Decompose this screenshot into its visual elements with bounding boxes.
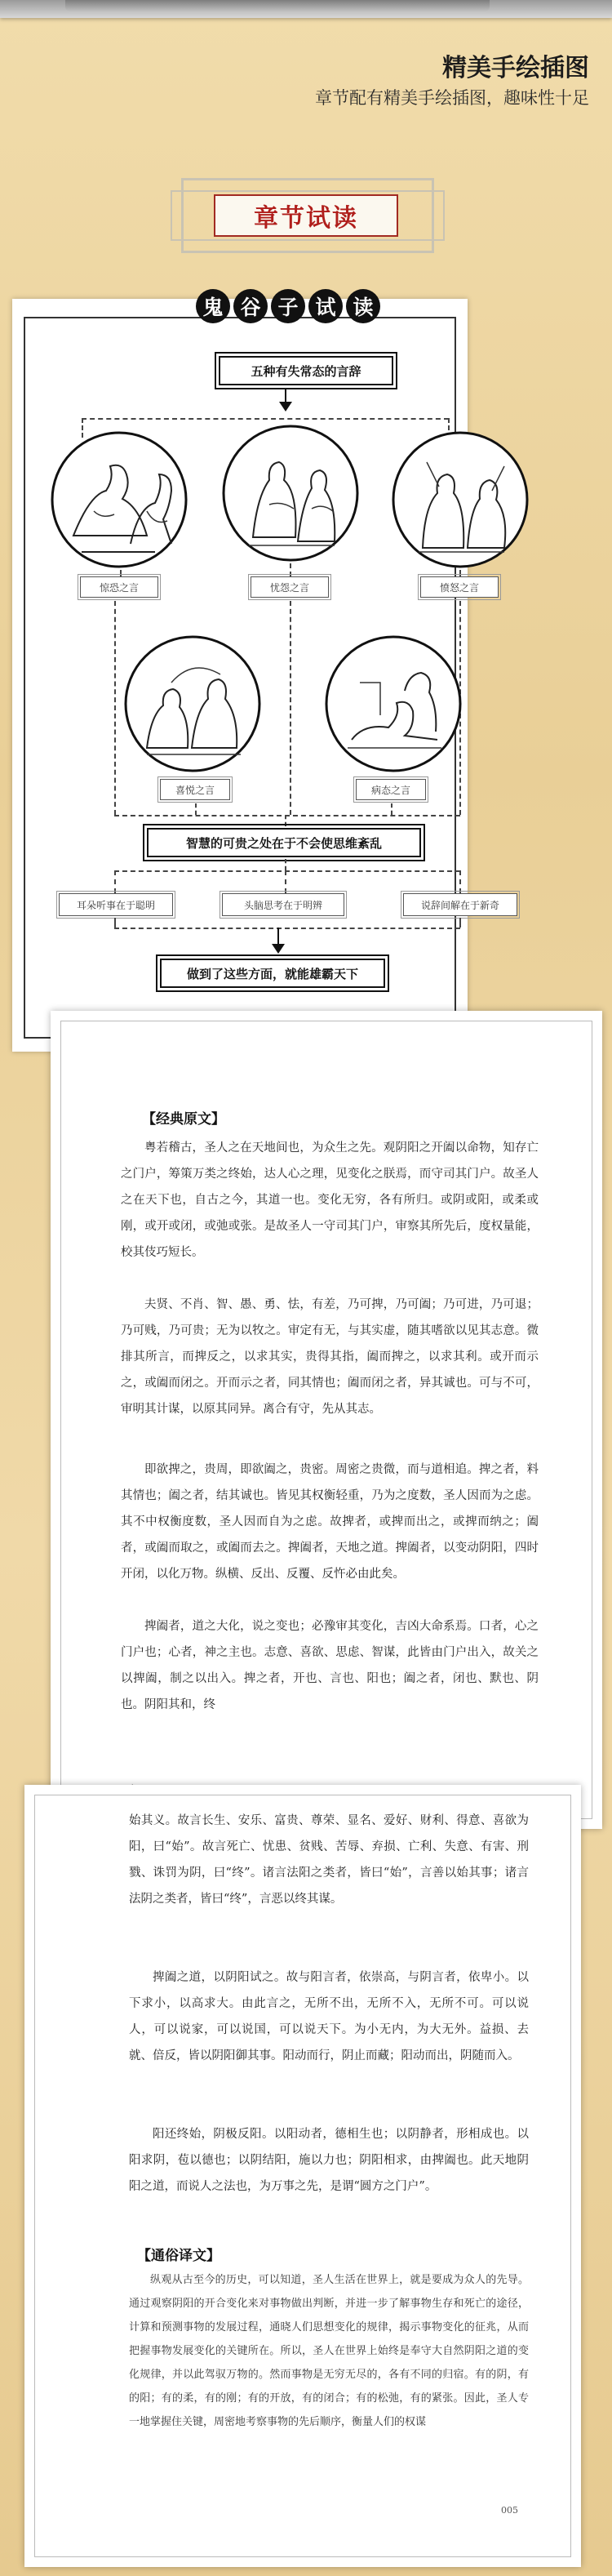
label-worry: 忧怨之言 (251, 576, 329, 598)
translation-paragraph: 纵观从古至今的历史，可以知道，圣人生活在世界上，就是要成为众人的先导。通过观察阴阳的开合变化来对事物做出判断，并进一步了解事物生存和死亡的途径，计算和预测事物的发展过程，通晓人们思想变化的规律，揭示事物变化的征兆，从而把握事物发展变化的关键所在。所以，圣人在世界上始终是奉守大自然阴阳之道的变化规律，并以此驾驭万物的。然而事物是无穷无尽的，各有不同的归宿。有的阴，有的阳；有的柔，有的刚；有的开放，有的闭合；有的松弛，有的紧张。因此，圣人专一地掌握住关键，周密地考察事物的先后顺序，衡量人们的权谋 (129, 2274, 529, 2428)
connector (290, 601, 291, 815)
connector (82, 418, 449, 420)
illustration-worry (220, 423, 361, 563)
illustration-anger (390, 429, 530, 570)
book-page-005 (24, 1785, 581, 2567)
label-illness: 病态之言 (356, 779, 426, 800)
promo-title: 精美手绘插图 (442, 54, 589, 82)
book-title-char: 试 (308, 289, 343, 323)
book-title-char: 鬼 (196, 289, 230, 323)
connector (391, 803, 392, 815)
flow-top-box: 五种有失常态的言辞 (219, 356, 393, 385)
label-speech: 说辞间解在于新奇 (403, 893, 517, 916)
label-fear: 惊恐之言 (80, 576, 158, 598)
paragraph: 捭阖者，道之大化，说之变也；必豫审其变化，吉凶大命系焉。口者，心之门户也；心者，神之主也。志意、喜欲、思虑、智谋，此皆由门户出入，故关之以捭阖，制之以出入。捭之者，开也、言也、阳也；阖之者，闭也、默也、阴也。阴阳其和，终 (121, 1620, 539, 1711)
paragraph: 捭阖之道，以阴阳试之。故与阳言者，依崇高，与阴言者，依卑小。以下求小，以高求大。由此言之，无所不出，无所不入，无所不可。可以说人，可以说家，可以说国，可以说天下。为小无内，为大无外。益损、去就、倍反，皆以阴阳御其事。阳动而行，阴止而藏；阳动而出，阴随而入。 (129, 1971, 529, 2062)
section-badge: 章节试读 (214, 194, 398, 237)
paragraph: 即欲捭之，贵周，即欲阖之，贵密。周密之贵微，而与道相追。捭之者，料其情也；阖之者，结其诚也。皆见其权衡轻重，乃为之度数，圣人因而为之虑。其不中权衡度数，圣人因而自为之虑。故捭者，或捭而出之，或捭而纳之；阖者，或阖而取之，或阖而去之。捭阖者，天地之道。捭阖者，以变动阴阳，四时开闭，以化万物。纵横、反出、反覆、反忤必由此矣。 (121, 1463, 539, 1581)
illustration-fear (49, 429, 189, 570)
flow-final-box: 做到了这些方面，就能雄霸天下 (160, 959, 385, 988)
arrow-down-icon (272, 944, 285, 954)
connector (459, 870, 461, 893)
label-joy: 喜悦之言 (160, 779, 230, 800)
connector (114, 918, 116, 928)
book-title-char: 谷 (233, 289, 268, 323)
label-anger: 愤怒之言 (420, 576, 499, 598)
paragraph: 粤若稽古，圣人之在天地间也，为众生之先。观阴阳之开阖以命物，知存亡之门户，筹策万类之终始，达人心之理，见变化之朕焉，而守司其门户。故圣人之在天下也，自古之今，其道一也。变化无穷，各有所归。或阴或阳，或柔或刚，或开或闭，或弛或张。是故圣人一守司其门户，审察其所先后，度权量能，校其伎巧短长。 (121, 1141, 539, 1259)
connector (285, 859, 286, 870)
binding-inner (65, 0, 490, 11)
connector (195, 803, 197, 815)
book-title (196, 289, 380, 323)
paragraph: 始其义。故言长生、安乐、富贵、尊荣、显名、爱好、财利、得意、喜欲为阳，曰“始”。故言死亡、忧患、贫贱、苦辱、弃损、亡利、失意、有害、刑戮、诛罚为阴，曰“终”。诸言法阳之类者，皆曰“始”，言善以始其事；诸言法阴之类者，皆曰“终”，言恶以终其谋。 (129, 1814, 529, 1906)
arrow-down-icon (279, 402, 292, 412)
connector (120, 570, 122, 576)
label-hearing: 耳朵听事在于聪明 (59, 893, 173, 916)
connector (459, 918, 461, 928)
illustration-joy (122, 634, 263, 774)
connector (290, 563, 291, 576)
section-heading-translation: 【通俗译文】 (137, 2248, 220, 2264)
connector (114, 928, 460, 929)
label-thinking: 头脑思考在于明辨 (222, 893, 344, 916)
page-number: 005 (501, 2505, 518, 2516)
connector (285, 870, 286, 893)
top-binding-strip (0, 0, 612, 18)
connector (114, 815, 460, 816)
book-title-char: 子 (271, 289, 305, 323)
book-page-004 (51, 1011, 602, 1829)
paragraph: 阳还终始，阴极反阳。以阳动者，德相生也；以阴静者，形相成也。以阳求阴，苞以德也；以阴结阳，施以力也；阴阳相求，由捭阖也。此天地阴阳之道，而说人之法也，为万事之先，是谓“圆方之门户”。 (129, 2128, 529, 2193)
connector (285, 815, 286, 826)
connector (114, 870, 460, 872)
section-heading-original: 【经典原文】 (142, 1111, 225, 1128)
promo-subtitle: 章节配有精美手绘插图，趣味性十足 (315, 88, 589, 108)
book-title-char: 读 (346, 289, 380, 323)
connector (459, 570, 461, 576)
connector (114, 870, 116, 893)
paragraph: 夫贤、不肖、智、愚、勇、怯，有差，乃可捭，乃可阖；乃可进，乃可退；乃可贱，乃可贵；无为以牧之。审定有无，与其实虚，随其嗜欲以见其志意。微排其所言，而捭反之，以求其实，贵得其指，阖而捭之，以求其利。或开而示之，或阖而闭之。开而示之者，同其情也；阖而闭之者，异其诚也。可与不可，审明其计谋，以原其同异。离合有守，先从其志。 (121, 1298, 539, 1416)
illustration-illness (323, 634, 463, 774)
connector (277, 928, 279, 945)
connector (114, 601, 116, 815)
flow-middle-box: 智慧的可贵之处在于不会使思维紊乱 (147, 828, 421, 857)
